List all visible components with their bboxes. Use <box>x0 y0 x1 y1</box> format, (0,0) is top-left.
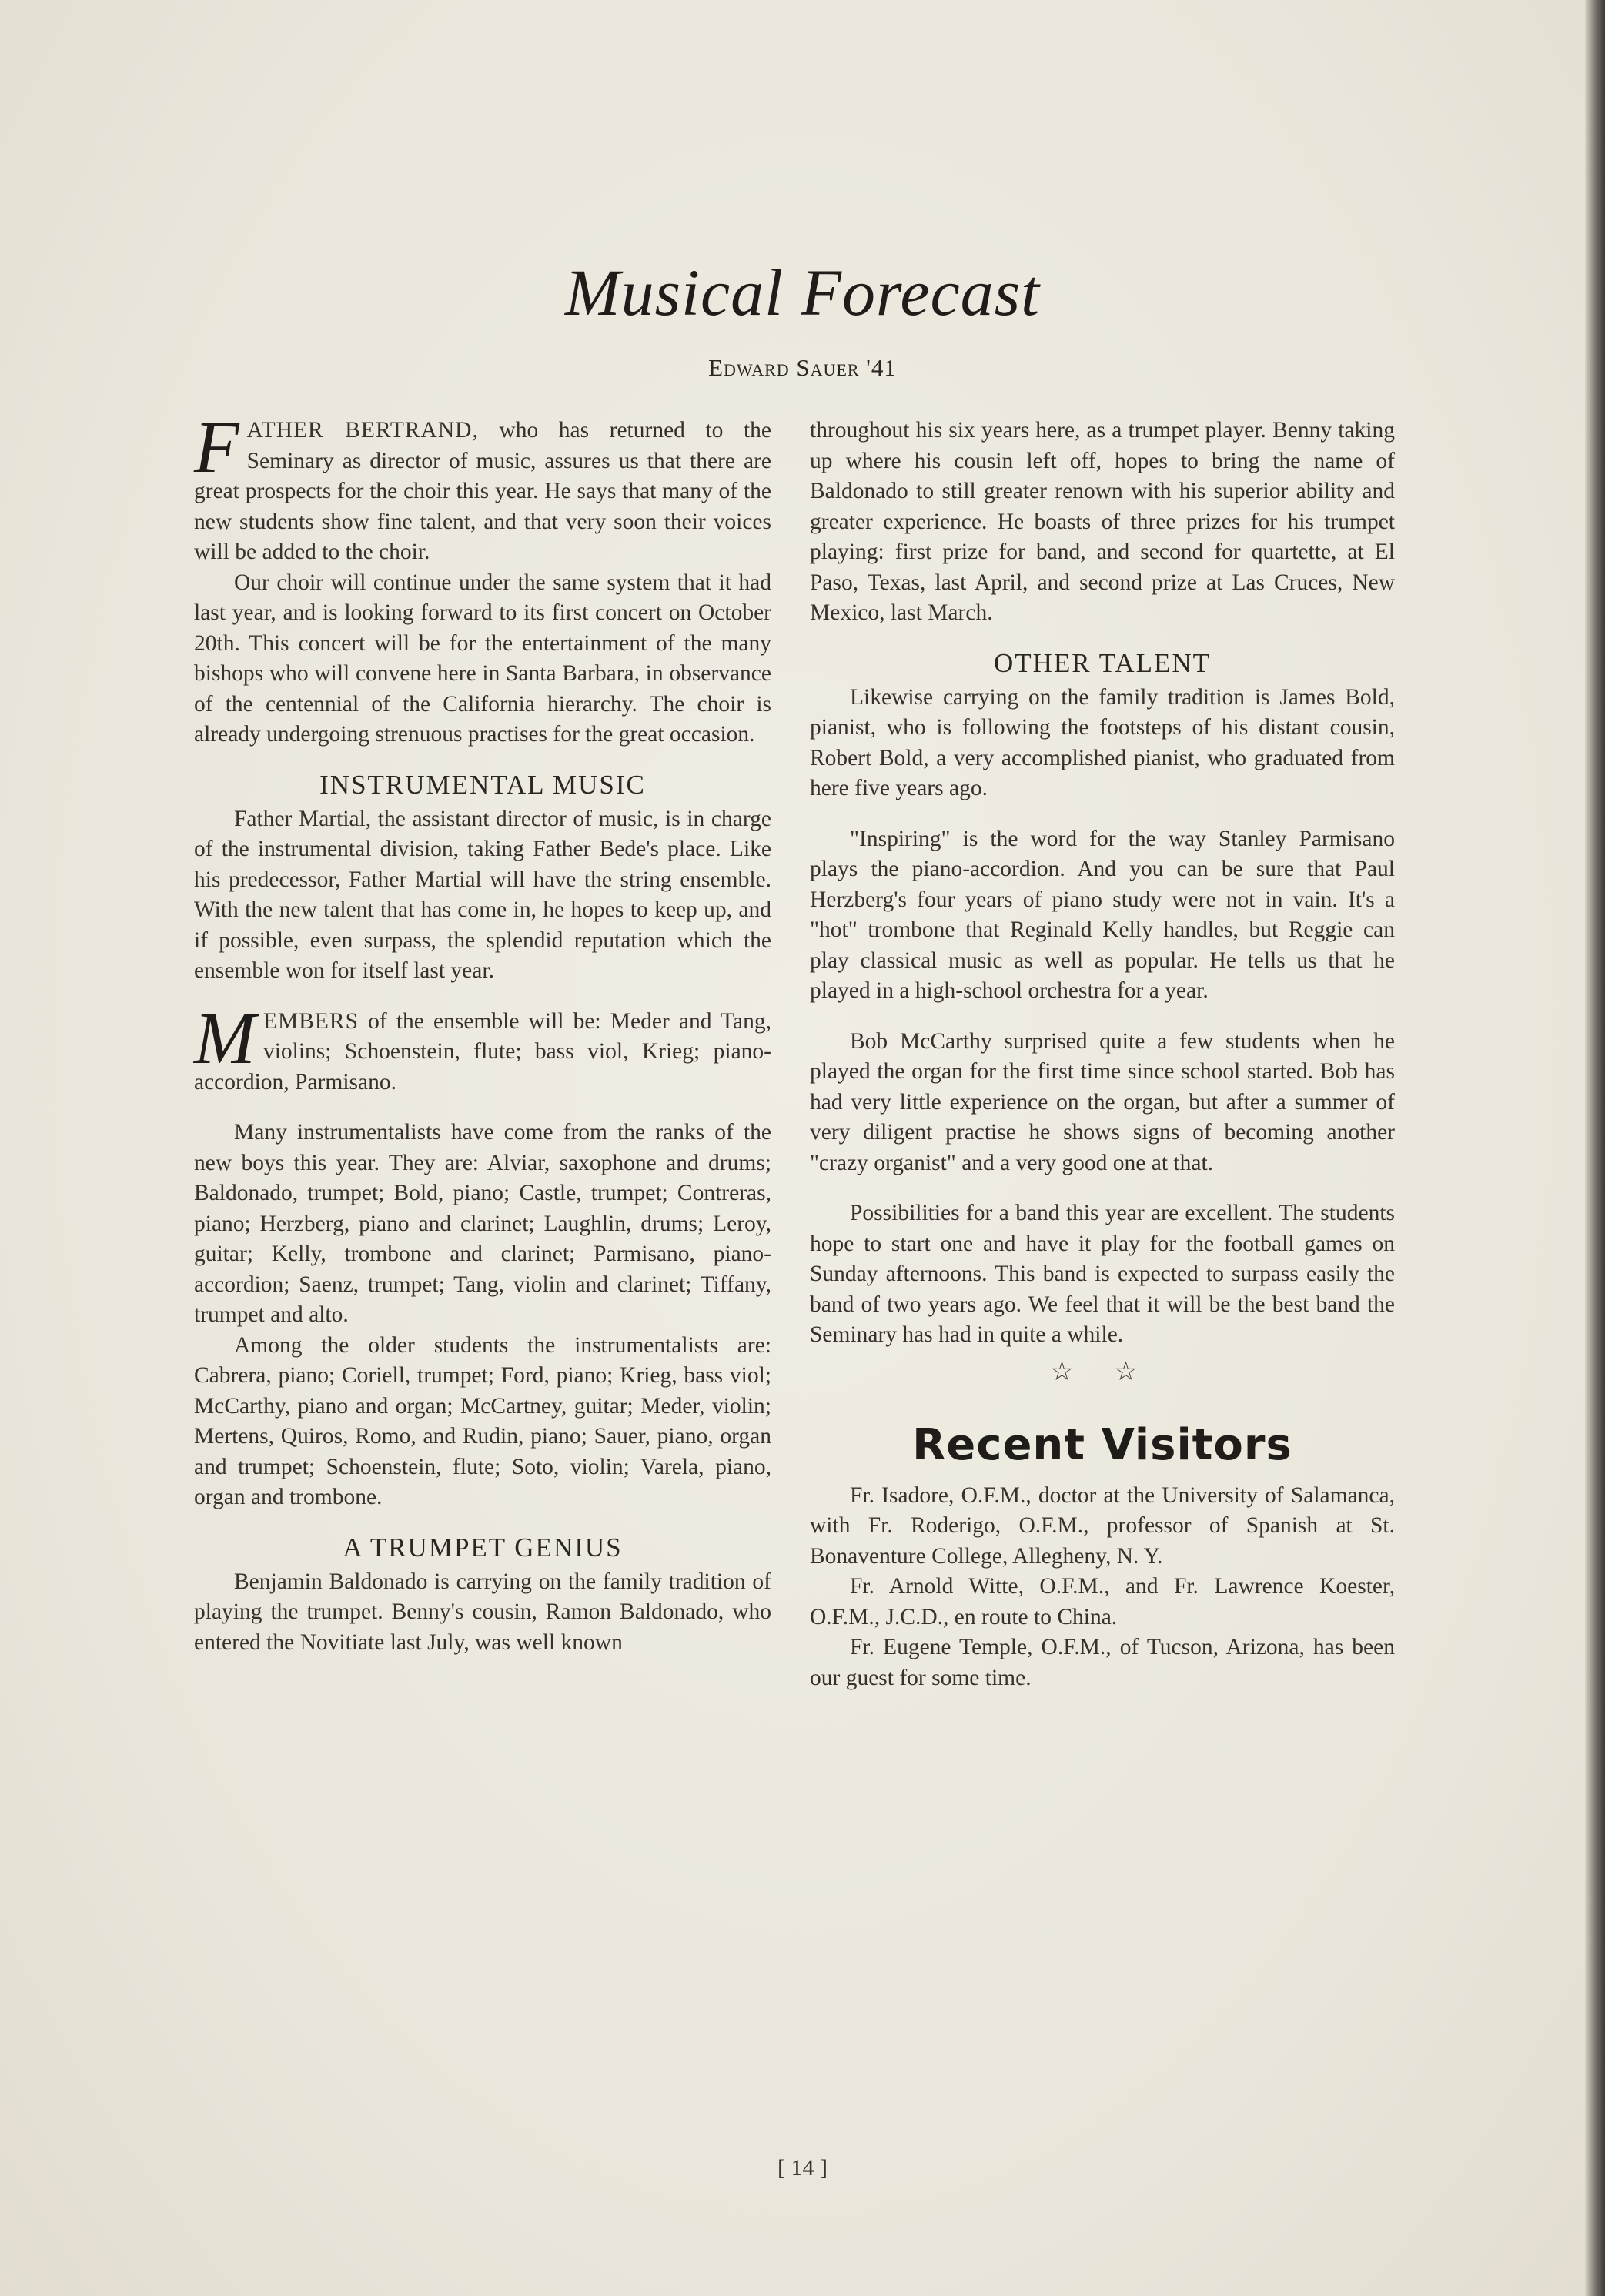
paragraph: throughout his six years here, as a trumpet player. Benny taking up where his cousin left off, hopes to bring the name of Baldonado to still greater renown with his superior ability and greater experience. He boasts of three prizes for his trumpet playing: first prize for band, and second for quartette, at El Paso, Texas, last April, and second prize at Las Cruces, New Mexico, last March. <box>810 418 1395 625</box>
paragraph: Father Martial, the assistant director of music, is in charge of the instrumental division, taking Father Bede's place. Like his predecessor, Father Martial will have the string ensemble. With the new talent that has come in, he hopes to keep up, and if possible, even surpass, the splendid reputation which the ensemble won for itself last year. <box>194 806 771 983</box>
paragraph-text: of the ensemble will be: Meder and Tang, violins; Schoenstein, flute; bass viol, Krieg; piano-accordion, Parmisano. <box>194 1008 771 1095</box>
page-number: [ 14 ] <box>777 2155 828 2181</box>
right-column <box>810 416 1395 1693</box>
paragraph <box>194 406 771 568</box>
paragraph: Possibilities for a band this year are excellent. The students hope to start one and have it play for the football games on Sunday afternoons. This band is expected to surpass easily the band of two years ago. We feel that it will be the best band the Seminary has had in quite a while. <box>810 1201 1395 1347</box>
paragraph <box>194 996 771 1098</box>
paragraph: "Inspiring" is the word for the way Stanley Parmisano plays the piano-accordion. And you can be sure that Paul Herzberg's four years of piano study were not in vain. It's a "hot" trombone that Reginald Kelly handles, but Reggie can play classical music as well as popular. He tells us that he played in a high-school orchestra for a year. <box>810 826 1395 1003</box>
drop-cap: F <box>194 406 239 488</box>
lead-caps: ATHER BERTRAND, <box>246 418 479 443</box>
drop-cap: M <box>194 996 256 1079</box>
paragraph: Bob McCarthy surprised quite a few students when he played the organ for the first time since school started. Bob has had very little experience on the organ, but after a summer of very diligent practise he shows signs of becoming another "crazy organist" and a very good one at that. <box>810 1028 1395 1175</box>
left-column <box>194 406 771 1658</box>
paragraph: Our choir will continue under the same system that it had last year, and is looking forward to its first concert on October 20th. This concert will be for the entertainment of the many bishops who will convene here in Santa Barbara, in observance of the centennial of the California hierarchy. The choir is already undergoing strenuous practises for the great occasion. <box>194 570 771 747</box>
page-edge <box>1585 0 1605 2296</box>
section-heading: OTHER TALENT <box>993 647 1212 678</box>
paragraph: Fr. Eugene Temple, O.F.M., of Tucson, Arizona, has been our guest for some time. <box>810 1635 1395 1690</box>
section-title: Recent Visitors <box>912 1420 1292 1470</box>
paragraph-text: who has returned to the Seminary as director of music, assures us that there are great prospects for the choir this year. He says that many of the new students show fine talent, and that very soon their voices will be added to the choir. <box>194 418 771 564</box>
paragraph: Fr. Arnold Witte, O.F.M., and Fr. Lawrence Koester, O.F.M., J.C.D., en route to China. <box>810 1574 1395 1629</box>
section-heading: INSTRUMENTAL MUSIC <box>319 769 646 800</box>
paragraph: Many instrumentalists have come from the ranks of the new boys this year. They are: Alviar, saxophone and drums; Baldonado, trumpet; Bold, piano; Castle, trumpet; Contreras, piano; Herzberg, piano and clarinet; Laughlin, drums; Leroy, guitar; Kelly, trombone and clarinet; Parmisano, piano-accordion; Saenz, trumpet; Tang, violin and clarinet; Tiffany, trumpet and alto. <box>194 1120 771 1327</box>
paragraph: Among the older students the instrumentalists are: Cabrera, piano; Coriell, trumpet; Ford, piano; Krieg, bass viol; McCarthy, piano and organ; McCartney, guitar; Meder, violin; Mertens, Quiros, Romo, and Rudin, piano; Sauer, piano, organ and trumpet; Schoenstein, flute; Soto, violin; Varela, piano, organ and trombone. <box>194 1332 771 1509</box>
paragraph: Likewise carrying on the family tradition is James Bold, pianist, who is following the footsteps of his distant cousin, Robert Bold, a very accomplished pianist, who graduated from here five years ago. <box>810 684 1395 800</box>
paragraph: Fr. Isadore, O.F.M., doctor at the University of Salamanca, with Fr. Roderigo, O.F.M., professor of Spanish at St. Bonaventure College, Allegheny, N. Y. <box>810 1482 1395 1569</box>
article-title: Musical Forecast <box>564 256 1041 329</box>
paragraph: Benjamin Baldonado is carrying on the family tradition of playing the trumpet. Benny's cousin, Ramon Baldonado, who entered the Novitiate last July, was well known <box>194 1569 771 1655</box>
article-byline: Edward Sauer '41 <box>708 354 897 381</box>
star-divider: ☆ ☆ <box>1050 1357 1155 1386</box>
section-heading: A TRUMPET GENIUS <box>343 1532 623 1562</box>
lead-caps: EMBERS <box>262 1008 359 1034</box>
